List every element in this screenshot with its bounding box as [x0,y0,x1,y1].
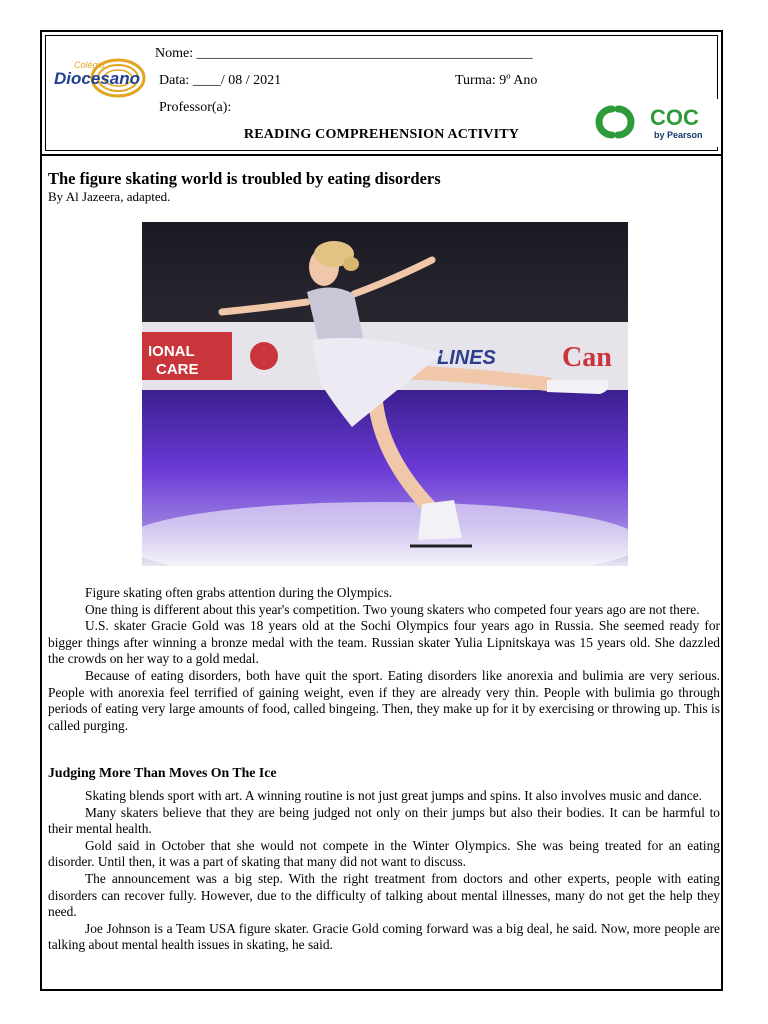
paragraph: Many skaters believe that they are being judged not only on their jumps but also their bodies. It can be harmful to their mental health. [48,804,720,837]
coc-logo [592,99,720,147]
paragraph: Gold said in October that she would not compete in the Winter Olympics. She was being treated for an eating disorder. Until then, it was a part of skating that many did not want to discuss. [48,837,720,870]
svg-text:Can: Can [562,342,612,373]
article-body-part-1 [48,585,720,734]
article-byline: By Al Jazeera, adapted. [48,189,171,204]
date-field: Data: ____/ 08 / 2021 [159,73,282,88]
paragraph: One thing is different about this year's competition. Two young skaters who competed four years ago are not there. [85,601,700,617]
paragraph: Skating blends sport with art. A winning routine is not just great jumps and spins. It also involves music and dance. [85,788,703,803]
svg-text:LINES: LINES [437,347,496,369]
paragraph: The announcement was a big step. With the right treatment from doctors and other experts, people with eating disorders can recover fully. However, due to the difficulty of talking about mental illnesses, many do not get the help they need. [48,870,720,920]
worksheet-frame [40,30,723,991]
svg-text:Diocesano: Diocesano [54,69,140,88]
svg-text:by Pearson: by Pearson [654,130,703,140]
class-field: Turma: 9º Ano [455,73,538,88]
teacher-field: Professor(a): [159,100,232,115]
article-body-part-2 [48,788,720,954]
school-logo [52,52,148,102]
paragraph: Figure skating often grabs attention during the Olympics. [85,585,393,600]
paragraph: Joe Johnson is a Team USA figure skater. Gracie Gold coming forward was a big deal, he said. Now, more people are talking about mental health issues in skating, he said. [48,920,720,953]
article-title: The figure skating world is troubled by eating disorders [48,169,441,188]
svg-text:IONAL: IONAL [148,343,195,360]
svg-text:COC: COC [650,105,699,130]
activity-title: READING COMPREHENSION ACTIVITY [243,127,520,142]
figure-skater-photo [142,222,628,566]
worksheet-header [42,32,721,156]
paragraph: Because of eating disorders, both have quit the sport. Eating disorders like anorexia and bulimia are very serious. People with anorexia feel terrified of gaining weight, even if they are already very thin. People with bulimia go through periods of eating very large amounts of food, called bingeing. Then, they make up for it by exercising or throwing up. This is called purging. [48,667,720,733]
svg-text:Colégio: Colégio [74,60,105,70]
name-field: Nome: ________________________________________________ [155,46,533,61]
paragraph: U.S. skater Gracie Gold was 18 years old at the Sochi Olympics four years ago in Russia. She seemed ready for bigger things after winning a bronze medal with the team. Russian skater Yulia Lipnitskaya was 15 years old. She dazzled the crowds on her way to a gold medal. [48,618,720,667]
section-heading: Judging More Than Moves On The Ice [48,765,277,780]
svg-text:CARE: CARE [156,361,199,378]
